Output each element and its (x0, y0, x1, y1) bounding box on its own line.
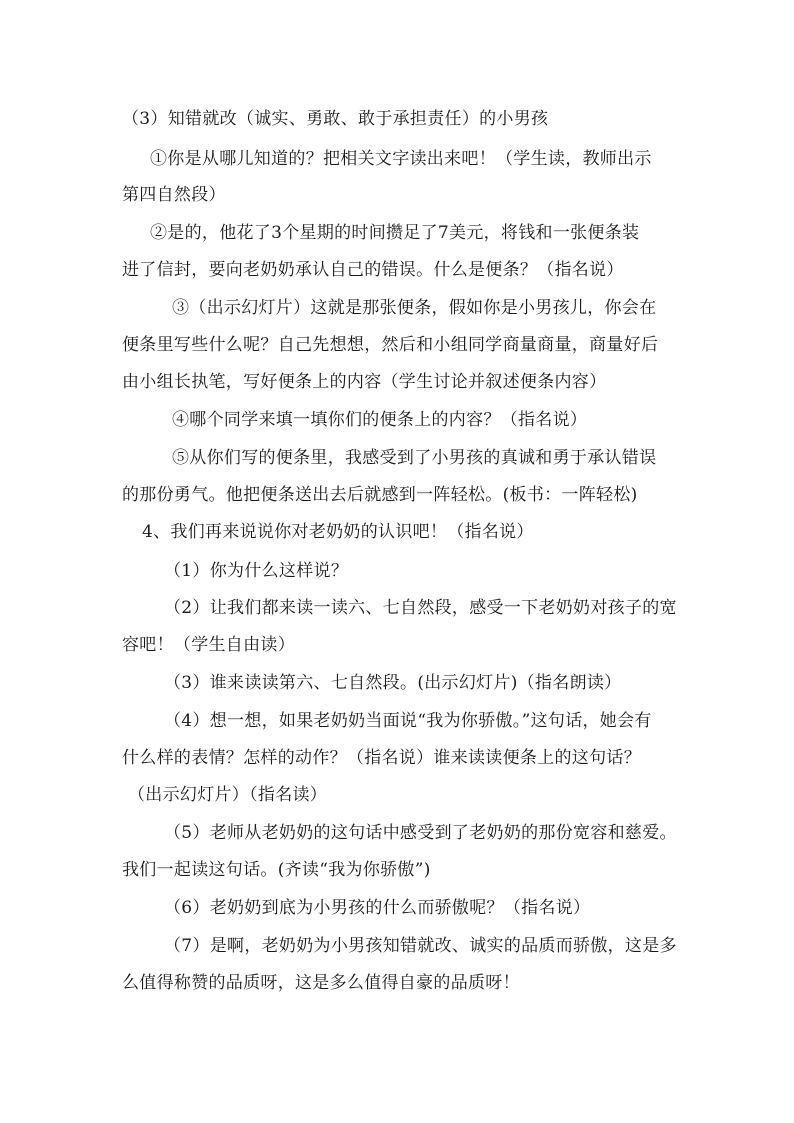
paragraph-line: （出示幻灯片）（指名读） (128, 785, 328, 805)
paragraph-line: （4）想一想，如果老奶奶当面说“我为你骄傲。”这句话，她会有 (164, 711, 652, 731)
paragraph-line: 容吧！（学生自由读） (122, 635, 295, 655)
paragraph-line: （1）你为什么这样说？ (164, 561, 349, 581)
paragraph-line: ②是的，他花了3个星期的时间攒足了7美元，将钱和一张便条装 (150, 223, 640, 243)
paragraph-line: ⑤从你们写的便条里，我感受到了小男孩的真诚和勇于承认错误 (172, 448, 657, 468)
paragraph-line: 进了信封，要向老奶奶承认自己的错误。什么是便条？（指名说） (122, 260, 624, 280)
paragraph-line: （7）是啊，老奶奶为小男孩知错就改、诚实的品质而骄傲，这是多 (164, 936, 677, 956)
paragraph-line: 什么样的表情？怎样的动作？（指名说）谁来读读便条上的这句话？ (122, 748, 641, 768)
paragraph-line: 第四自然段） (122, 185, 226, 205)
paragraph-line: （3）谁来读读第六、七自然段。(出示幻灯片)（指名朗读） (164, 673, 622, 693)
section-heading: 4、我们再来说说你对老奶奶的认识吧！（指名说） (142, 522, 534, 542)
paragraph-line: （5）老师从老奶奶的这句话中感受到了老奶奶的那份宽容和慈爱。 (164, 823, 677, 843)
paragraph-line: 便条里写些什么呢？自己先想想，然后和小组同学商量商量，商量好后 (122, 335, 659, 355)
paragraph-line: ①你是从哪儿知道的？把相关文字读出来吧！（学生读，教师出示 (150, 149, 652, 169)
paragraph-line: 我们一起读这句话。(齐读“我为你骄傲”) (122, 860, 431, 880)
paragraph-line: （6）老奶奶到底为小男孩的什么而骄傲呢？（指名说） (164, 898, 591, 918)
paragraph-line: 由小组长执笔，写好便条上的内容（学生讨论并叙述便条内容） (122, 372, 607, 392)
paragraph-line: （2）让我们都来读一读六、七自然段，感受一下老奶奶对孩子的宽 (164, 598, 677, 618)
paragraph-line: ③（出示幻灯片）这就是那张便条，假如你是小男孩儿，你会在 (172, 298, 657, 318)
section-heading: （3）知错就改（诚实、勇敢、敢于承担责任）的小男孩 (122, 109, 549, 129)
paragraph-line: ④哪个同学来填一填你们的便条上的内容？（指名说） (172, 410, 588, 430)
paragraph-line: 的那份勇气。他把便条送出去后就感到一阵轻松。(板书：一阵轻松) (122, 485, 638, 505)
paragraph-line: 么值得称赞的品质呀，这是多么值得自豪的品质呀！ (122, 973, 520, 993)
